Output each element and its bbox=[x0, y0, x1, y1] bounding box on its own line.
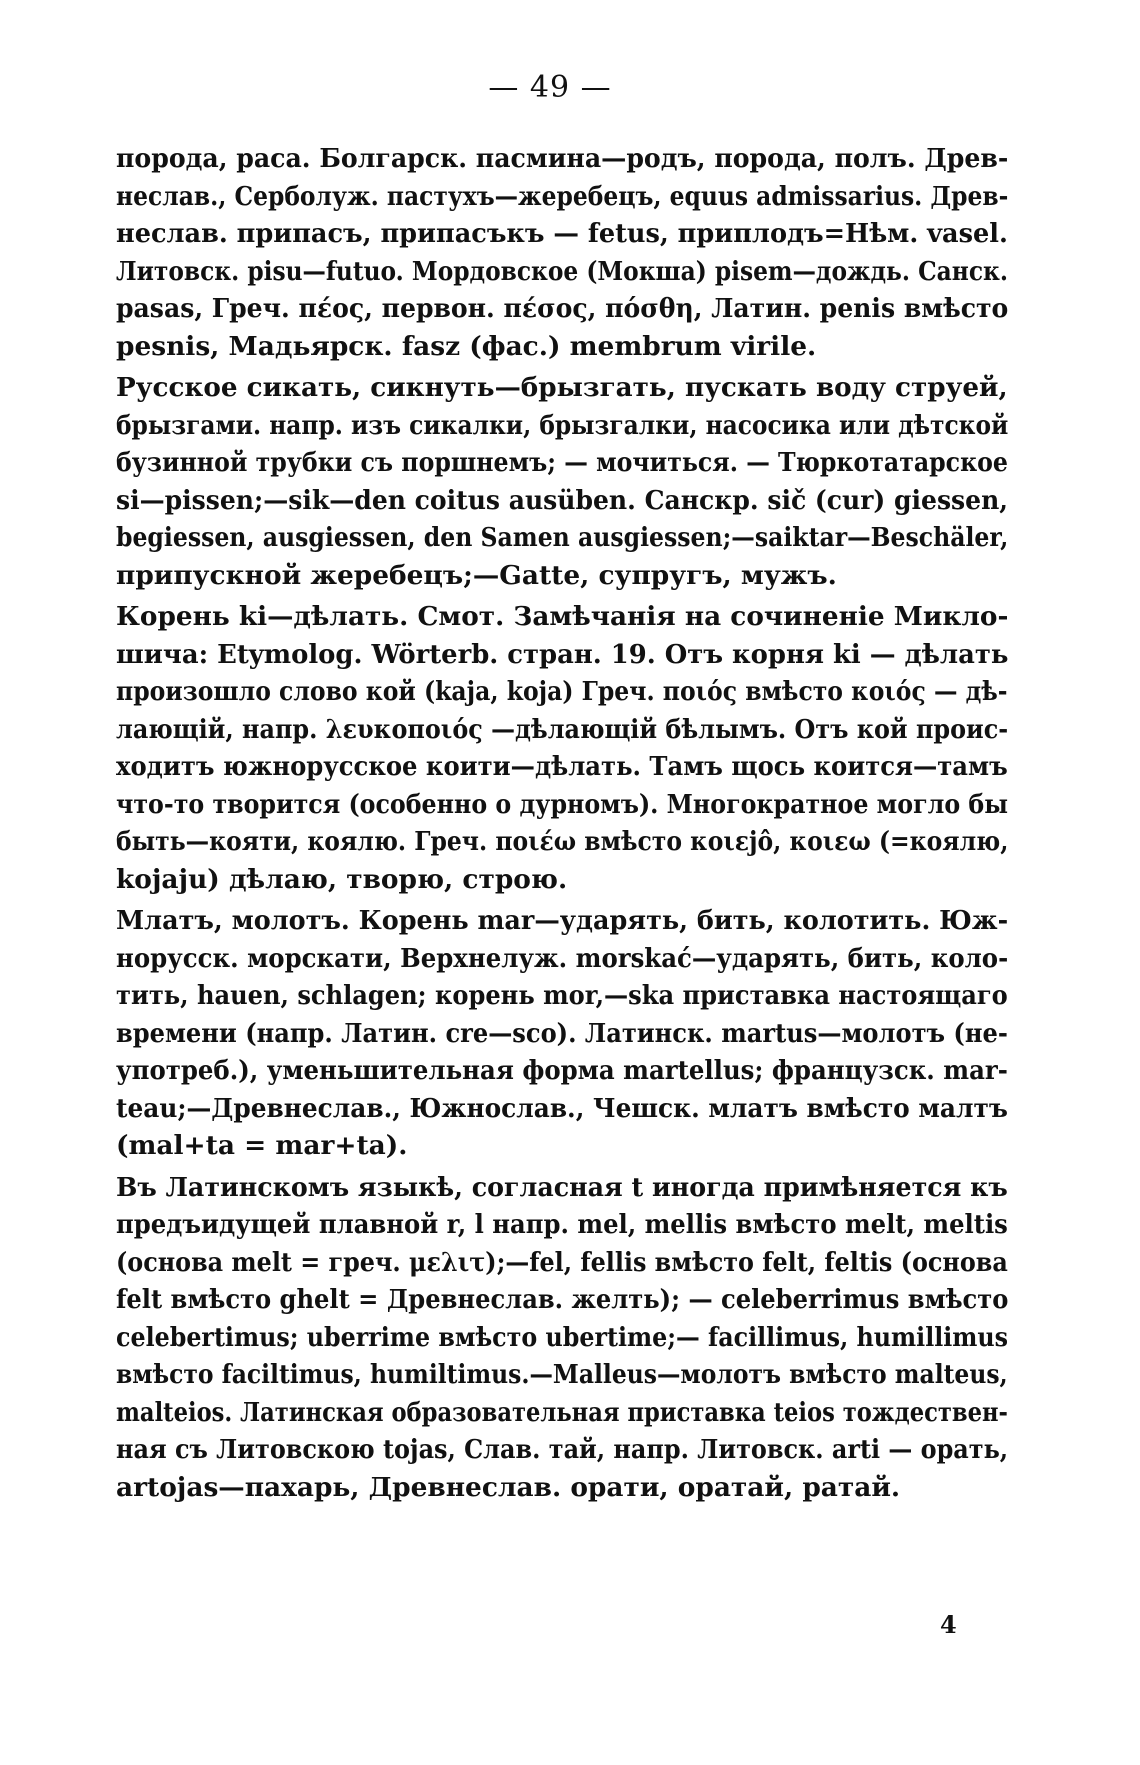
text-line: celebertimus; uberrime вмѣсто ubertime;— facillimus, humillimus bbox=[116, 1321, 1008, 1353]
text-line: неслав. припасъ, припасъкъ — fetus, приплодъ=Нѣм. vasel. bbox=[116, 218, 1008, 249]
text-line: Русское сикать, сикнуть—брызгать, пускать воду струей, bbox=[116, 372, 1008, 403]
text-line: ходитъ южнорусское коити—дѣлать. Тамъ щось коится—тамъ bbox=[116, 751, 1008, 782]
text-line: норусск. морскати, Верхнелуж. morskać—ударять, бить, коло- bbox=[116, 942, 1008, 974]
text-line: что-то творится (особенно о дурномъ). Многократное могло бы bbox=[116, 788, 1008, 820]
text-line: неслав., Серболуж. пастухъ—жеребецъ, equus admissarius. Древ- bbox=[116, 180, 1008, 212]
text-line: pesnis, Мадьярск. fasz (фас.) membrum virile. bbox=[116, 330, 817, 362]
text-line: брызгами. напр. изъ сикалки, брызгалки, насосика или дѣтской bbox=[116, 409, 1008, 441]
signature-mark: 4 bbox=[940, 1610, 957, 1639]
paragraph bbox=[116, 1169, 1008, 1507]
text-line: pasas, Греч. πέος, первон. πέσος, πόσθη, Латин. penis вмѣсто bbox=[116, 293, 1008, 324]
text-line: si—pissen;—sik—den coitus ausüben. Санскр. sič (cur) giessen, bbox=[116, 484, 1008, 516]
text-line: teau;—Древнеслав., Южнослав., Чешск. млатъ вмѣсто малтъ bbox=[116, 1092, 1008, 1124]
text-line: лающій, напр. λευκοποιός —дѣлающій бѣлымъ. Отъ кой проис- bbox=[116, 713, 1008, 745]
text-line: Въ Латинскомъ языкѣ, согласная t иногда примѣняется къ bbox=[116, 1171, 1008, 1203]
text-line: Корень ki—дѣлать. Смот. Замѣчанія на сочиненіе Микло- bbox=[116, 601, 1008, 632]
text-line: произошло слово кой (kaja, koja) Греч. ποιός вмѣсто κοιός — дѣ- bbox=[116, 676, 1008, 707]
text-line: begiessen, ausgiessen, den Samen ausgiessen;—saiktar—Beschäler, bbox=[116, 522, 1008, 553]
paragraph bbox=[116, 902, 1008, 1165]
text-line: времени (напр. Латин. cre—sco). Латинск. martus—молотъ (не- bbox=[116, 1017, 1008, 1049]
text-line: Литовск. pisu—futuo. Мордовское (Мокша) pisem—дождь. Санск. bbox=[116, 255, 1008, 287]
paragraph bbox=[116, 598, 1008, 898]
text-line: Млатъ, молотъ. Корень mar—ударять, бить, колотить. Юж- bbox=[116, 905, 1008, 936]
text-line: порода, раса. Болгарск. пасмина—родъ, порода, полъ. Древ- bbox=[116, 143, 1008, 174]
paragraph bbox=[116, 369, 1008, 594]
text-line: вмѣсто faciltimus, humiltimus.—Malleus—молотъ вмѣсто malteus, bbox=[116, 1359, 1008, 1390]
text-line: artojas—пахарь, Древнеслав. орати, оратай, ратай. bbox=[116, 1471, 901, 1503]
paragraph bbox=[116, 140, 1008, 365]
text-line: быть—кояти, коялю. Греч. ποιέω вмѣсто κοιεjô, κοιεω (=коялю, bbox=[116, 826, 1008, 857]
text-line: бузинной трубки съ поршнемъ; — мочиться. — Тюркотатарское bbox=[116, 447, 1008, 478]
text-line: припускной жеребецъ;—Gatte, супругъ, мужъ. bbox=[116, 559, 837, 591]
text-line: kojaju) дѣлаю, творю, строю. bbox=[116, 863, 568, 895]
page-number: — 49 — bbox=[488, 70, 612, 105]
text-line: malteios. Латинская образовательная приставка teios тождествен- bbox=[116, 1396, 1008, 1428]
text-line: (mal+ta = mar+ta). bbox=[116, 1130, 408, 1161]
text-line: предъидущей плавной r, l напр. mel, mellis вмѣсто melt, meltis bbox=[116, 1209, 1008, 1240]
text-line: (основа melt = греч. μελιτ);—fel, fellis вмѣсто felt, feltis (основа bbox=[116, 1246, 1008, 1278]
text-line: употреб.), уменьшительная форма martellus; французск. mar- bbox=[116, 1055, 1008, 1086]
text-line: тить, hauen, schlagen; корень mor,—ska приставка настоящаго bbox=[116, 980, 1008, 1011]
text-line: шича: Etymolog. Wörterb. стран. 19. Отъ корня ki — дѣлать bbox=[116, 638, 1008, 670]
text-line: ная съ Литовскою tojas, Слав. тай, напр. Литовск. arti — орать, bbox=[116, 1434, 1008, 1465]
page-body-text bbox=[116, 140, 1008, 1506]
text-line: felt вмѣсто ghelt = Древнеслав. желть); — celeberrimus вмѣсто bbox=[116, 1284, 1008, 1315]
